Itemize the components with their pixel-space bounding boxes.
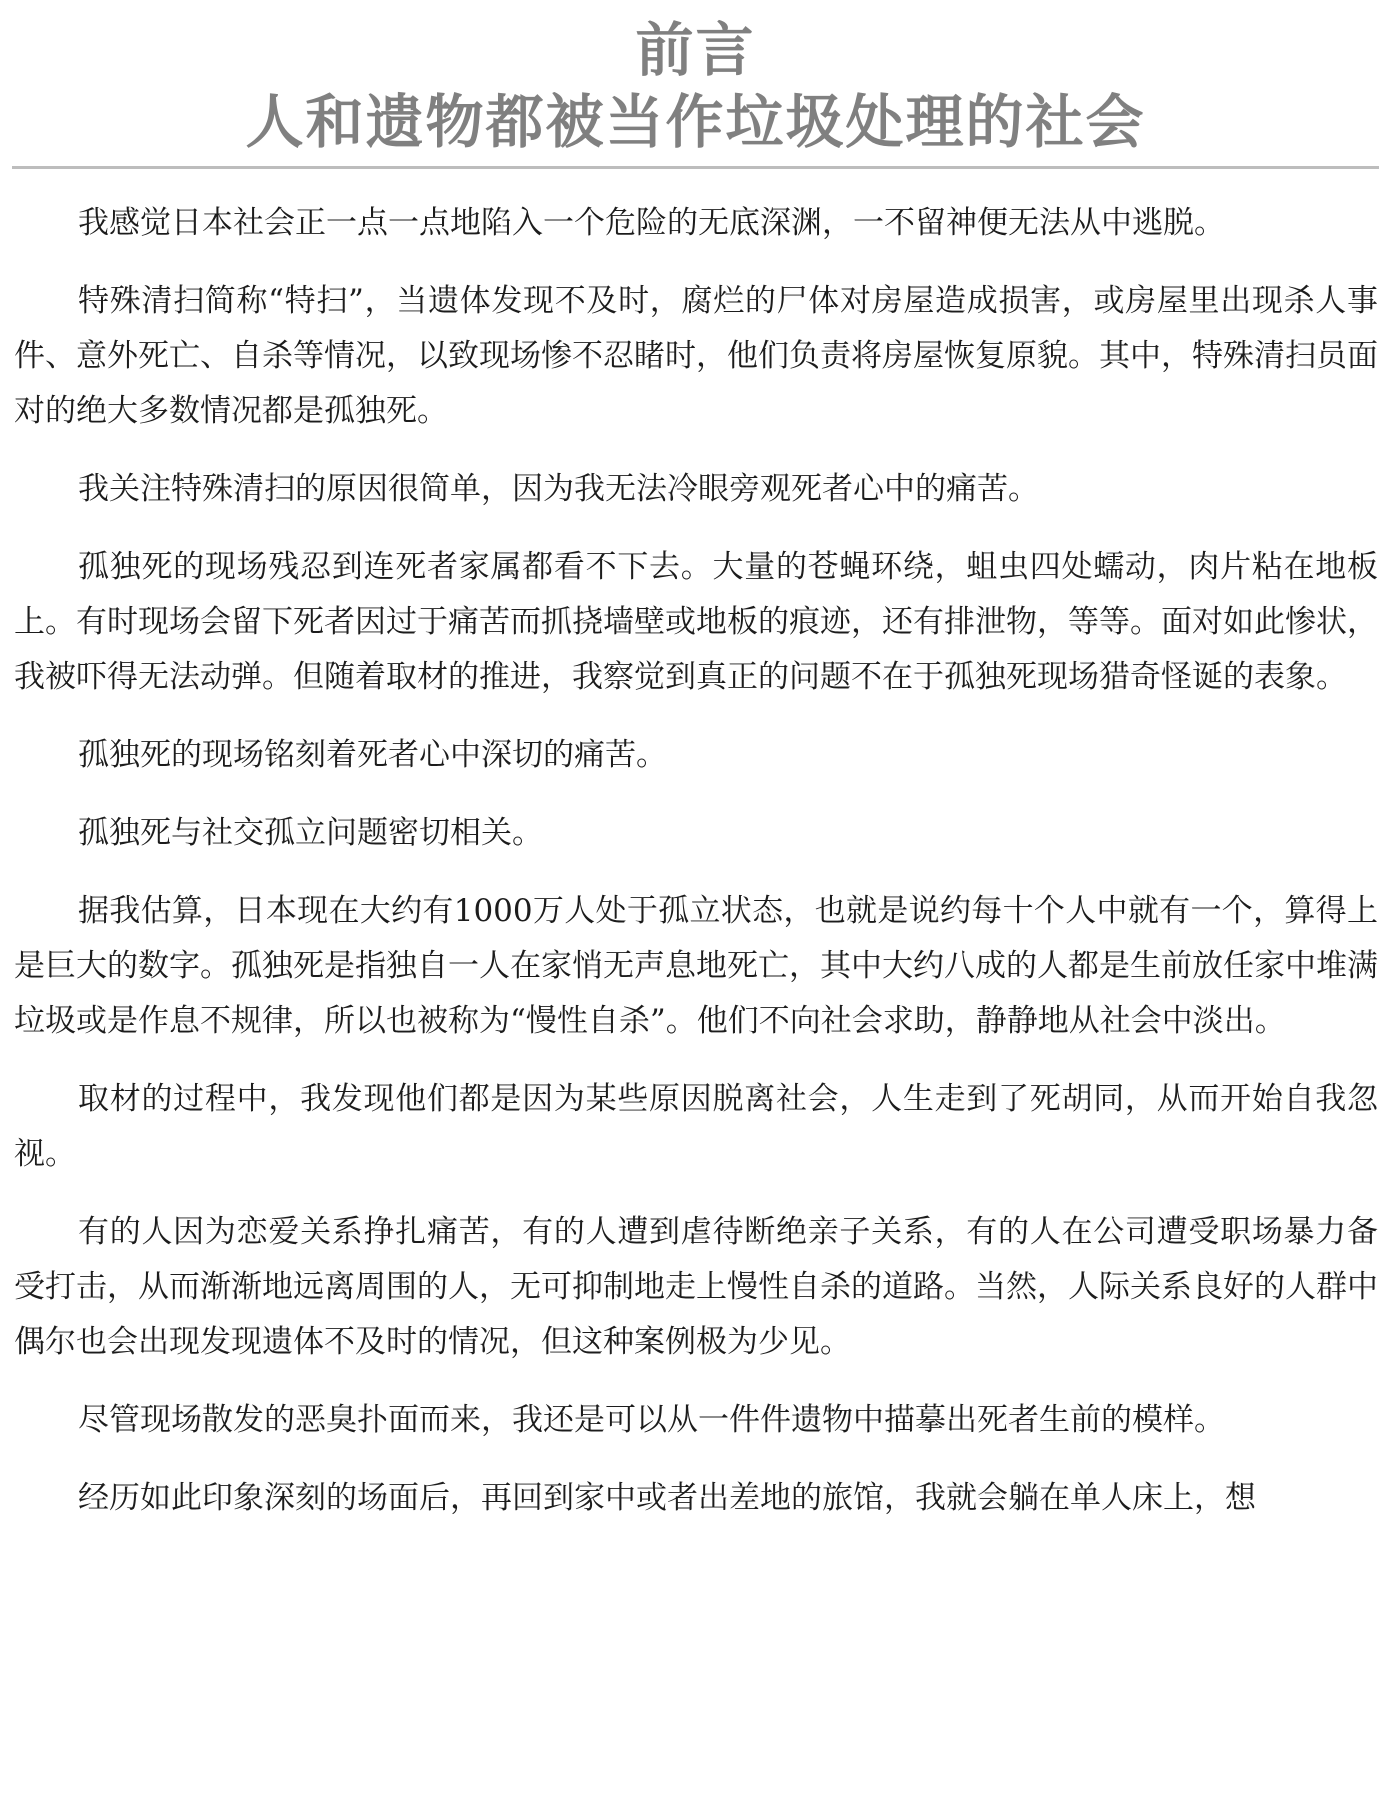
- paragraph: 特殊清扫简称“特扫”，当遗体发现不及时，腐烂的尸体对房屋造成损害，或房屋里出现杀人事件、意外死亡、自杀等情况，以致现场惨不忍睹时，他们负责将房屋恢复原貌。其中，特殊清扫员面对的绝大多数情况都是孤独死。: [14, 283, 1378, 429]
- chapter-header: [0, 0, 1391, 158]
- paragraph: 尽管现场散发的恶臭扑面而来，我还是可以从一件件遗物中描摹出死者生前的模样。: [78, 1402, 1225, 1438]
- header-divider: [12, 166, 1379, 169]
- body-text: [14, 196, 1378, 1549]
- paragraph: 孤独死的现场残忍到连死者家属都看不下去。大量的苍蝇环绕，蛆虫四处蠕动，肉片粘在地板上。有时现场会留下死者因过于痛苦而抓挠墙壁或地板的痕迹，还有排泄物，等等。面对如此惨状，我被吓得无法动弹。但随着取材的推进，我察觉到真正的问题不在于孤独死现场猎奇怪诞的表象。: [14, 549, 1378, 695]
- paragraph: 有的人因为恋爱关系挣扎痛苦，有的人遭到虐待断绝亲子关系，有的人在公司遭受职场暴力备受打击，从而渐渐地远离周围的人，无可抑制地走上慢性自杀的道路。当然，人际关系良好的人群中偶尔也会出现发现遗体不及时的情况，但这种案例极为少见。: [14, 1214, 1378, 1360]
- paragraph: 孤独死的现场铭刻着死者心中深切的痛苦。: [78, 737, 667, 773]
- paragraph: 我感觉日本社会正一点一点地陷入一个危险的无底深渊，一不留神便无法从中逃脱。: [78, 205, 1225, 241]
- paragraph: 经历如此印象深刻的场面后，再回到家中或者出差地的旅馆，我就会躺在单人床上，想: [78, 1480, 1256, 1516]
- chapter-title: 前言: [635, 16, 756, 84]
- paragraph: 孤独死与社交孤立问题密切相关。: [78, 815, 543, 851]
- chapter-subtitle: 人和遗物都被当作垃圾处理的社会: [245, 88, 1146, 156]
- paragraph: 我关注特殊清扫的原因很简单，因为我无法冷眼旁观死者心中的痛苦。: [78, 471, 1039, 507]
- paragraph: 取材的过程中，我发现他们都是因为某些原因脱离社会，人生走到了死胡同，从而开始自我忽视。: [14, 1081, 1378, 1172]
- paragraph: 据我估算，日本现在大约有1000万人处于孤立状态，也就是说约每十个人中就有一个，算得上是巨大的数字。孤独死是指独自一人在家悄无声息地死亡，其中大约八成的人都是生前放任家中堆满垃圾或是作息不规律，所以也被称为“慢性自杀”。他们不向社会求助，静静地从社会中淡出。: [14, 893, 1378, 1039]
